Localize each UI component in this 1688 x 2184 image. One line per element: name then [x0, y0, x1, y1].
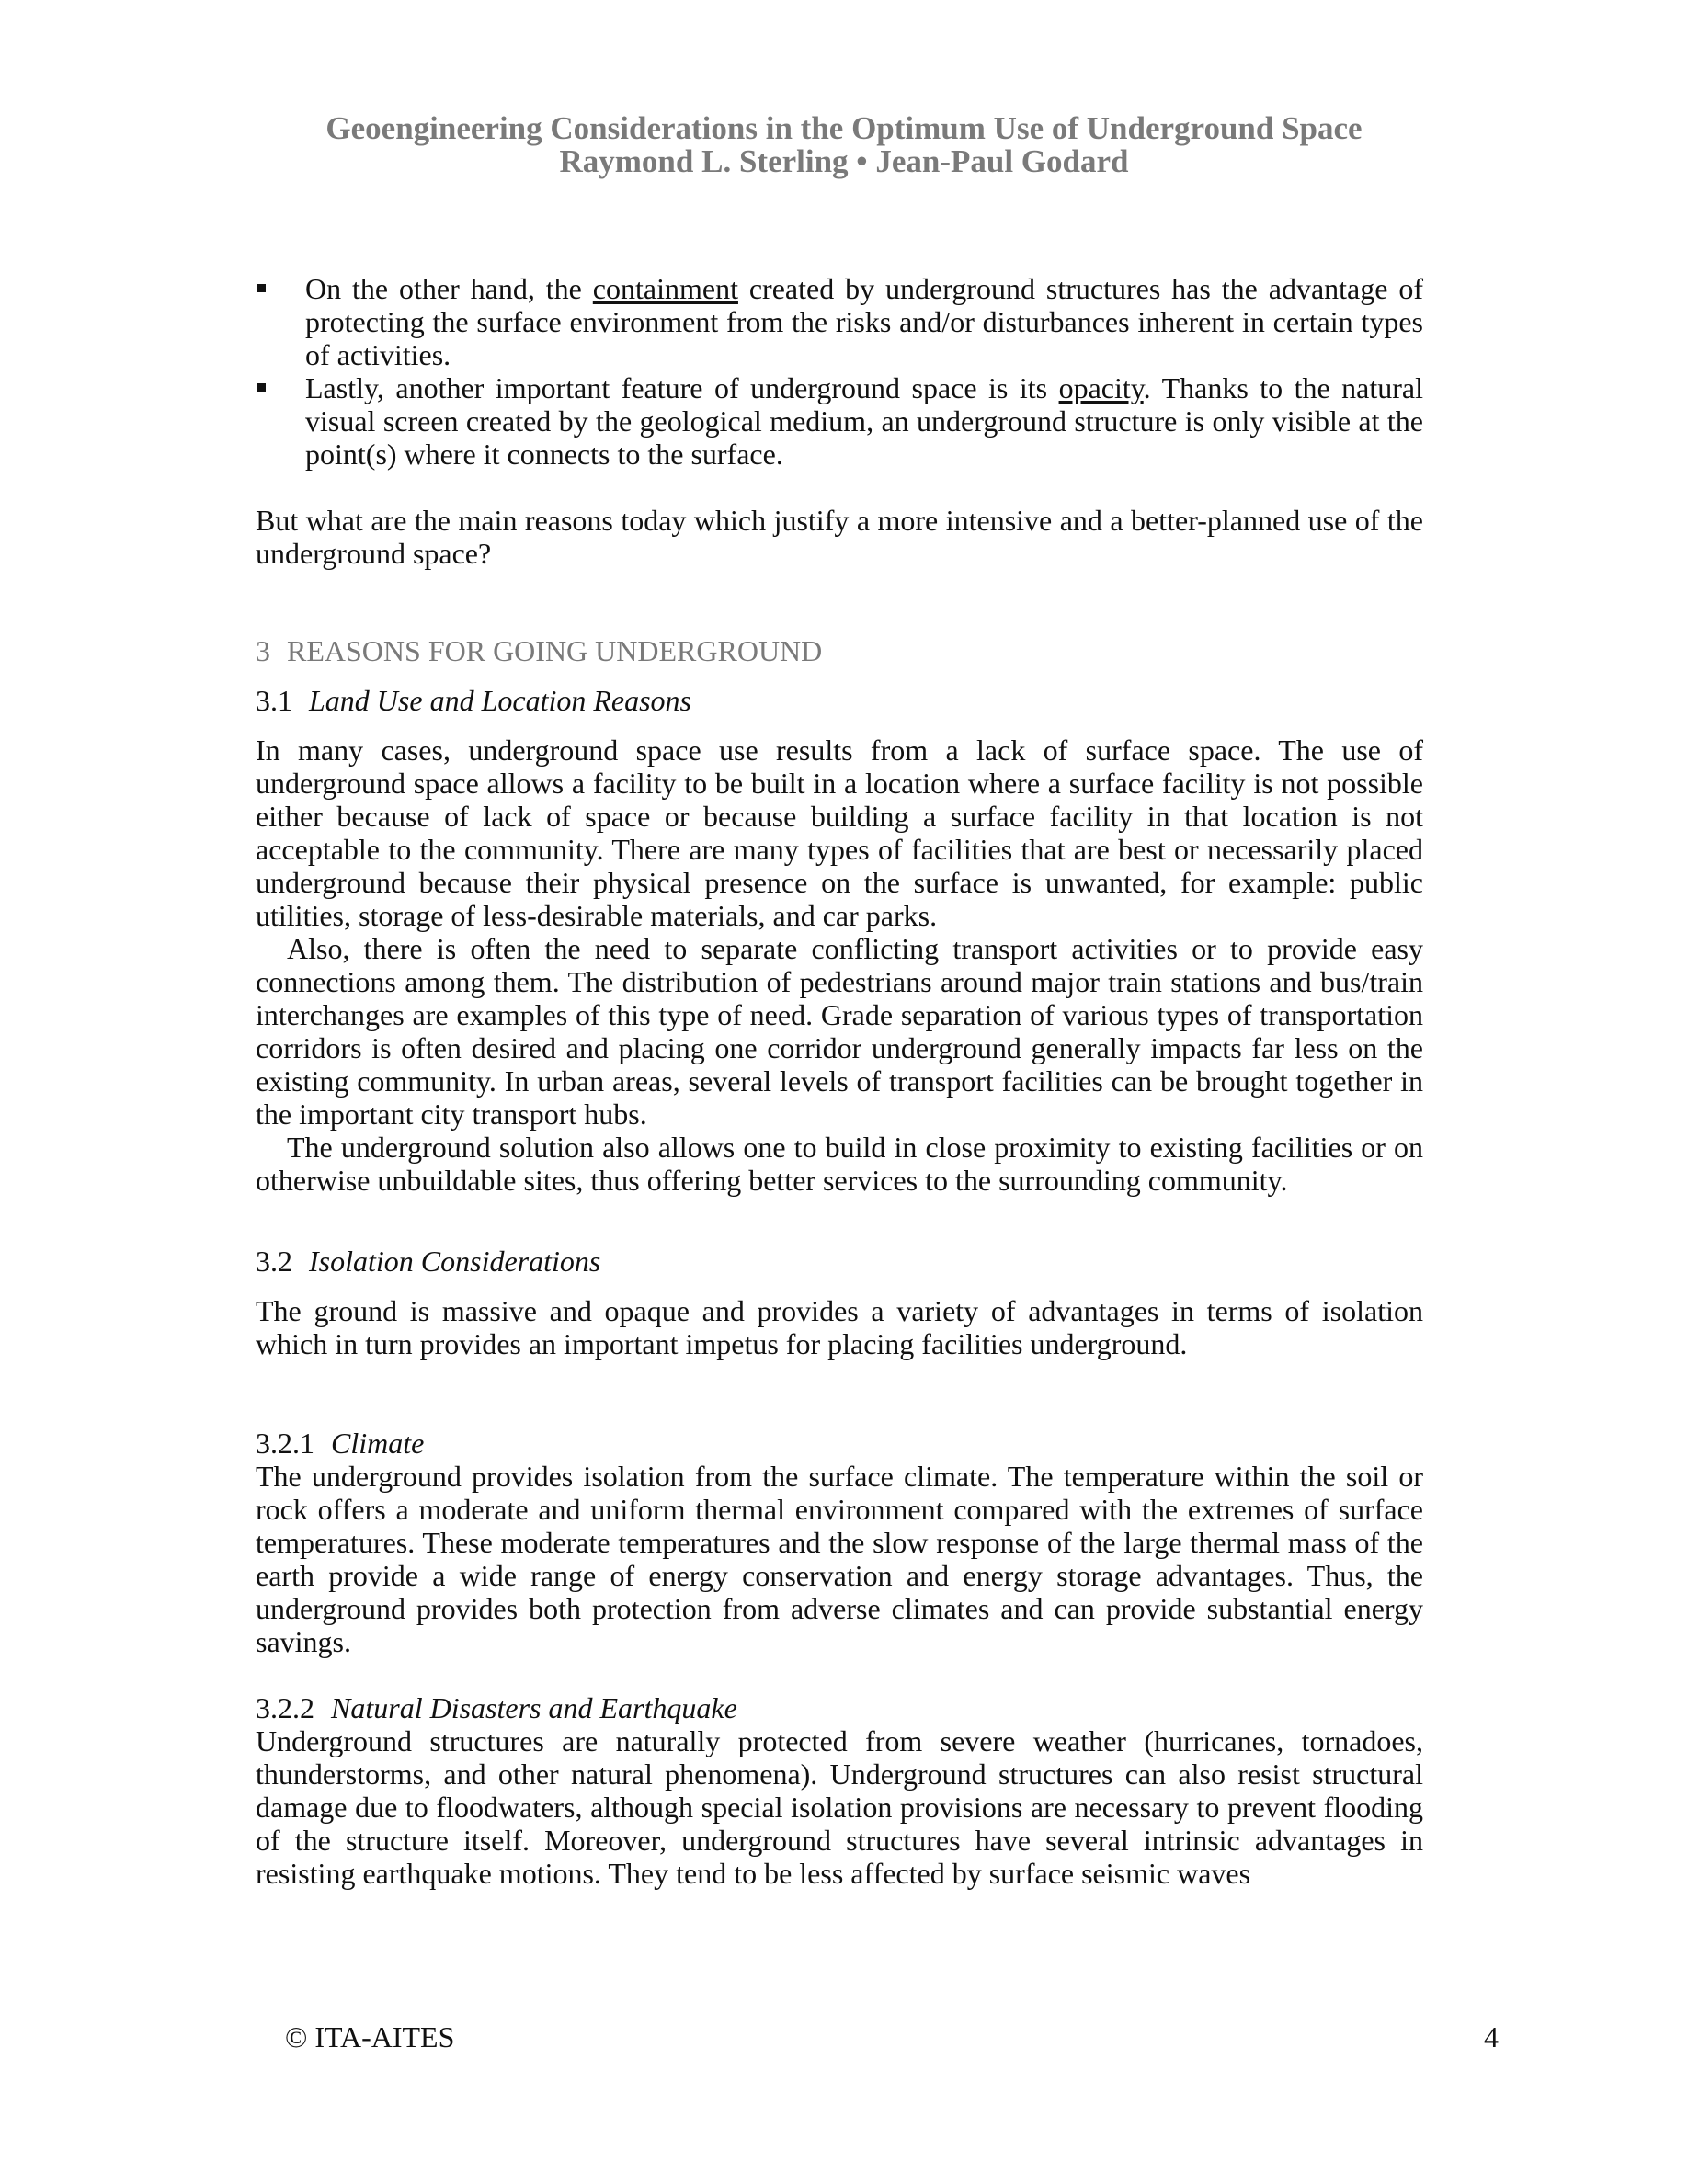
- subsection-title: Isolation Considerations: [309, 1245, 601, 1278]
- bullet-underlined-term: containment: [592, 272, 738, 305]
- subsection-heading-3-2-1: [256, 1427, 1423, 1460]
- subsection-number: 3.2.2: [256, 1691, 314, 1724]
- section-title: REASONS FOR GOING UNDERGROUND: [287, 634, 823, 667]
- subsection-heading-3-2-2: [256, 1691, 1423, 1724]
- subsection-heading-3-1: [256, 684, 1423, 717]
- page-body: [256, 272, 1423, 1890]
- subsection-number: 3.2.1: [256, 1427, 314, 1460]
- bullet-underlined-term: opacity: [1058, 371, 1144, 404]
- subsection-number: 3.2: [256, 1245, 292, 1278]
- bullet-item-containment: [256, 272, 1423, 371]
- running-header: [0, 112, 1688, 178]
- bullet-text-after: created by underground structures has the advantage of protecting the surface environment from the risks and/or disturbances inherent in certain types of activities.: [305, 272, 1424, 371]
- paragraph-3-2-2: Underground structures are naturally protected from severe weather (hurricanes, tornadoes, thunderstorms, and other natural phenomena). Underground structures can also resist structural damage due to floodwaters, although special isolation provisions are necessary to prevent flooding of the structure itself. Moreover, underground structures have several intrinsic advantages in resisting earthquake motions. They tend to be less affected by surface seismic waves: [256, 1724, 1423, 1890]
- subsection-title: Natural Disasters and Earthquake: [331, 1691, 737, 1724]
- page-number: 4: [1484, 2020, 1499, 2053]
- footer-copyright: © ITA-AITES: [285, 2020, 455, 2053]
- subsection-number: 3.1: [256, 684, 292, 717]
- square-bullet-icon: [257, 284, 266, 292]
- bullet-text-before: On the other hand, the: [305, 272, 593, 305]
- subsection-title: Land Use and Location Reasons: [309, 684, 691, 717]
- paragraph-3-2-1: The underground provides isolation from the surface climate. The temperature within the soil or rock offers a moderate and uniform thermal environment compared with the extremes of surface temperatures. These moderate temperatures and the slow response of the large thermal mass of the earth provide a wide range of energy conservation and energy storage advantages. Thus, the underground provides both protection from adverse climates and can provide substantial energy savings.: [256, 1460, 1423, 1658]
- header-title: Geoengineering Considerations in the Optimum Use of Underground Space: [325, 110, 1363, 146]
- bullet-item-opacity: [256, 371, 1423, 471]
- section-heading-3: [256, 634, 1423, 667]
- bullet-text-after: . Thanks to the natural visual screen created by the geological medium, an underground structure is only visible at the point(s) where it connects to the surface.: [305, 371, 1424, 471]
- paragraph-3-2: The ground is massive and opaque and provides a variety of advantages in terms of isolation which in turn provides an important impetus for placing facilities underground.: [256, 1294, 1423, 1360]
- square-bullet-icon: [257, 383, 266, 392]
- bullet-text-before: Lastly, another important feature of underground space is its: [305, 371, 1059, 404]
- subsection-heading-3-2: [256, 1245, 1423, 1278]
- page-footer: [285, 2020, 1499, 2053]
- section-number: 3: [256, 634, 270, 667]
- subsection-title: Climate: [331, 1427, 425, 1460]
- question-paragraph: But what are the main reasons today which justify a more intensive and a better-planned use of the underground space?: [256, 504, 1423, 570]
- header-authors: Raymond L. Sterling • Jean-Paul Godard: [559, 143, 1129, 179]
- paragraph-3-1-a: In many cases, underground space use results from a lack of surface space. The use of underground space allows a facility to be built in a location where a surface facility is not possible either because of lack of space or because building a surface facility in that location is not acceptable to the community. There are many types of facilities that are best or necessarily placed underground because their physical presence on the surface is unwanted, for example: public utilities, storage of less-desirable materials, and car parks.: [256, 734, 1423, 932]
- paragraph-3-1-b: Also, there is often the need to separate conflicting transport activities or to provide easy connections among them. The distribution of pedestrians around major train stations and bus/train interchanges are examples of this type of need. Grade separation of various types of transportation corridors is often desired and placing one corridor underground generally impacts far less on the existing community. In urban areas, several levels of transport facilities can be brought together in the important city transport hubs.: [256, 932, 1423, 1131]
- bullet-list: [256, 272, 1423, 471]
- paragraph-3-1-c: The underground solution also allows one to build in close proximity to existing facilities or on otherwise unbuildable sites, thus offering better services to the surrounding community.: [256, 1131, 1423, 1197]
